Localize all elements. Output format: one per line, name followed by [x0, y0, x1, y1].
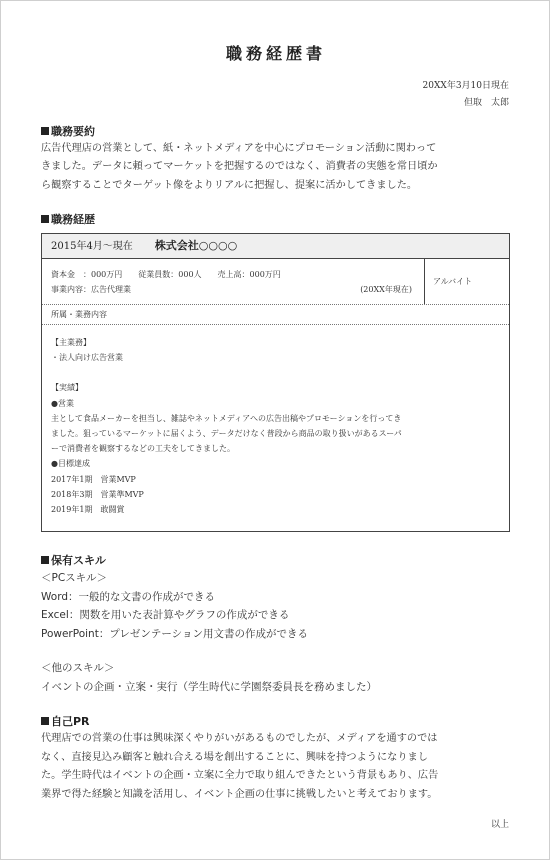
achievement-item: 2019年1期 敢闘賞: [51, 505, 125, 515]
square-bullet-icon: [41, 717, 49, 725]
summary-heading: [41, 123, 95, 139]
pc-skill-item: Word：一般的な文書の作成ができる: [41, 590, 215, 603]
career-table-header: [42, 234, 509, 259]
square-bullet-icon: [41, 215, 49, 223]
career-heading-label: 職務経歴: [51, 213, 95, 226]
pr-line: なく、直接見込み顧客と触れ合える場を創出することに、興味を持つようになりまし: [41, 751, 428, 763]
pr-line: 業界で得た経験と知識を活用し、イベント企画の仕事に挑戦したいと考えております。: [41, 788, 438, 800]
company-name: 株式会社○○○○: [154, 239, 238, 252]
company-business: 事業内容：広告代理業: [51, 285, 131, 294]
duties-heading: 【主業務】: [51, 338, 91, 347]
square-bullet-icon: [41, 556, 49, 564]
square-bullet-icon: [41, 127, 49, 135]
pr-line: た。学生時代はイベントの企画・立案に全力で取り組んできたという背景もあり、広告: [41, 770, 439, 781]
company-stats: 資本金 ：000万円 従業員数：000人 売上高：000万円: [51, 270, 281, 279]
summary-line: きました。データに頼ってマーケットを把握するのではなく、消費者の実態を常日頃か: [41, 161, 438, 173]
career-table: [41, 233, 510, 532]
summary-text: [41, 140, 519, 195]
other-skills: [41, 659, 377, 696]
applicant-name: 但取 太郎: [463, 98, 509, 108]
pc-skill-item: PowerPoint：プレゼンテーション用文書の作成ができる: [41, 627, 308, 640]
pr-line: 代理店での営業の仕事は興味深くやりがいがあるものでしたが、メディアを通すのでは: [41, 733, 438, 744]
pr-heading: [41, 713, 90, 729]
pr-heading-label: 自己PR: [51, 715, 90, 728]
dept-heading: 所属・業務内容: [42, 305, 509, 325]
career-heading: [41, 211, 95, 227]
duties-item: ・法人向け広告営業: [51, 353, 123, 363]
document-title: 職務経歴書: [225, 44, 326, 63]
sales-line: ーで消費者を観察するなどの工夫をしてきました。: [51, 444, 235, 454]
other-skills-heading: ＜他のスキル＞: [41, 662, 115, 674]
achievement-item: 2017年1期 営業MVP: [51, 474, 136, 484]
career-period: 2015年4月～現在: [51, 241, 133, 252]
other-skill-item: イベントの企画・立案・実行（学生時代に学園祭委員長を務めました）: [41, 680, 377, 693]
summary-heading-label: 職務要約: [51, 125, 95, 138]
sales-line: ました。狙っているマーケットに届くよう、データだけなく普段から商品の取り扱いがあるスーパ: [51, 429, 402, 439]
goal-heading: ●目標達成: [51, 459, 90, 469]
company-info-row: [42, 259, 509, 305]
pc-skills-heading: ＜PCスキル＞: [41, 572, 108, 584]
company-info: [51, 267, 416, 297]
pc-skill-item: Excel：関数を用いた表計算やグラフの作成ができる: [41, 609, 290, 621]
pr-text: [41, 730, 519, 804]
skills-heading-label: 保有スキル: [51, 554, 106, 567]
closing-ijo: 以上: [490, 820, 509, 830]
pc-skills: [41, 569, 308, 643]
achievement-item: 2018年3期 営業準MVP: [51, 489, 144, 499]
results-heading: 【実績】: [51, 383, 83, 393]
summary-line: 広告代理店の営業として、紙・ネットメディアを中心にプロモーション活動に関わって: [41, 143, 437, 154]
skills-heading: [41, 552, 106, 568]
sales-line: 主として食品メーカーを担当し、雑誌やネットメディアへの広告出稿やプロモーションを行ってき: [51, 413, 402, 423]
company-business-row: [51, 282, 416, 297]
as-of-note: (20XX年現在): [360, 285, 412, 294]
career-details: [42, 325, 509, 517]
sales-heading: ●営業: [51, 398, 74, 408]
document-date: 20XX年3月10日現在: [422, 81, 509, 91]
summary-line: ら観察することでターゲット像をよりリアルに把握し、提案に活かしてきました。: [41, 179, 418, 191]
employment-type: アルバイト: [424, 259, 510, 304]
